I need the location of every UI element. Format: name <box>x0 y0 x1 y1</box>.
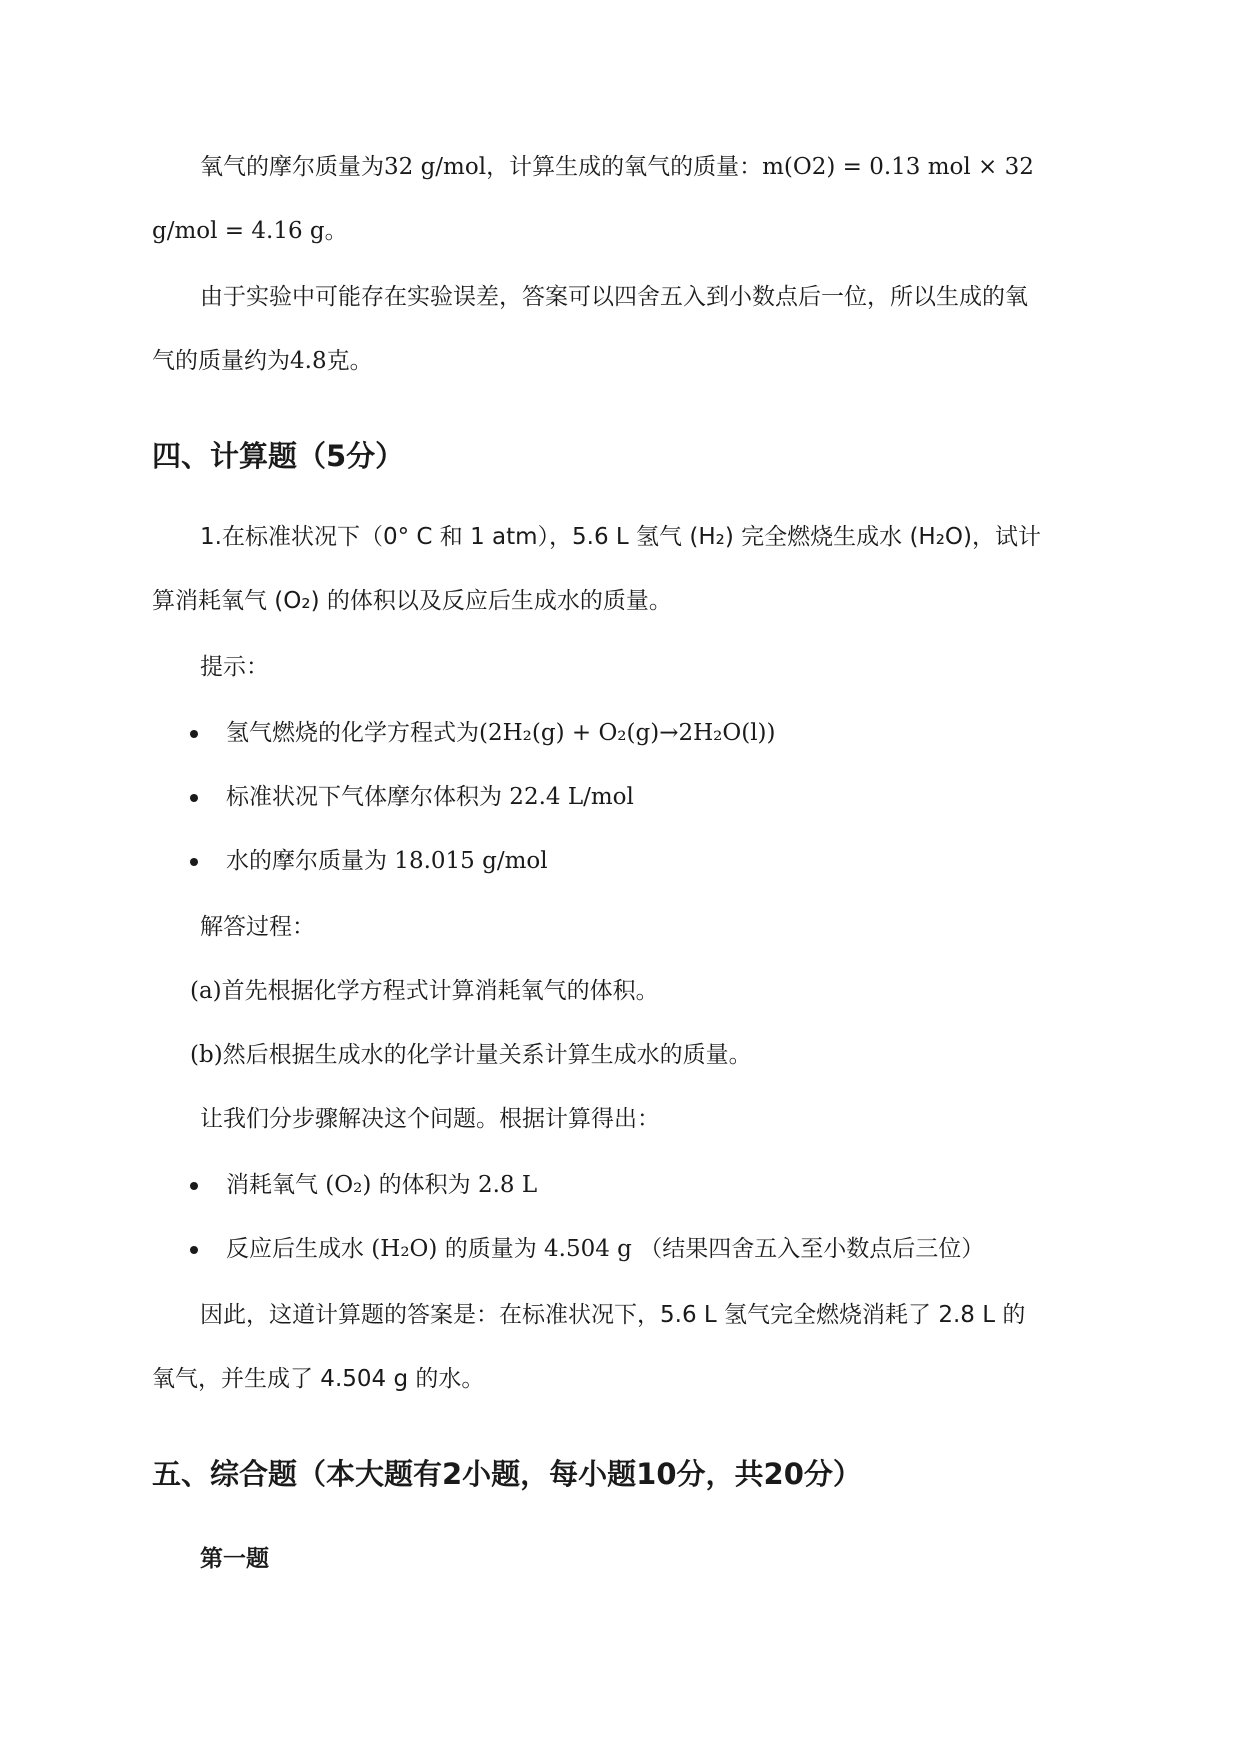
paragraph-oxygen-mass-line2: g/mol = 4.16 g。 <box>152 218 348 244</box>
paragraph-rounding-line1: 由于实验中可能存在实验误差，答案可以四舍五入到小数点后一位，所以生成的氧 <box>200 284 1028 310</box>
bullet-dot <box>190 1182 198 1190</box>
section-4-title: 四、计算题（5分） <box>152 439 405 473</box>
section-5-title: 五、综合题（本大题有2小题，每小题10分，共20分） <box>152 1457 862 1491</box>
conclusion-line1: 因此，这道计算题的答案是：在标准状况下，5.6 L 氢气完全燃烧消耗了 2.8 L 的 <box>200 1302 1026 1328</box>
question-1-line1: 1.在标准状况下（0° C 和 1 atm），5.6 L 氢气 (H₂) 完全燃烧生成水 (H₂O)，试计 <box>200 524 1042 550</box>
bullet-dot <box>190 1246 198 1254</box>
paragraph-oxygen-mass-line1: 氧气的摩尔质量为32 g/mol，计算生成的氧气的质量：m(O2) = 0.13 mol × 32 <box>200 154 1034 180</box>
first-question-heading: 第一题 <box>200 1546 269 1572</box>
hint-item: 氢气燃烧的化学方程式为(2H₂(g) + O₂(g)→2H₂O(l)) <box>226 720 776 746</box>
hint-item: 水的摩尔质量为 18.015 g/mol <box>226 848 548 874</box>
bullet-dot <box>190 730 198 738</box>
solution-intro: 让我们分步骤解决这个问题。根据计算得出： <box>200 1106 660 1132</box>
result-item: 消耗氧气 (O₂) 的体积为 2.8 L <box>226 1172 538 1198</box>
solution-label: 解答过程： <box>200 914 315 940</box>
bullet-dot <box>190 794 198 802</box>
bullet-dot <box>190 858 198 866</box>
paragraph-rounding-line2: 气的质量约为4.8克。 <box>152 348 373 374</box>
conclusion-line2: 氧气，并生成了 4.504 g 的水。 <box>152 1366 485 1392</box>
solution-step-a: (a)首先根据化学方程式计算消耗氧气的体积。 <box>190 978 659 1004</box>
question-1-line2: 算消耗氧气 (O₂) 的体积以及反应后生成水的质量。 <box>152 588 672 614</box>
hint-item: 标准状况下气体摩尔体积为 22.4 L/mol <box>226 784 634 810</box>
solution-step-b: (b)然后根据生成水的化学计量关系计算生成水的质量。 <box>190 1042 752 1068</box>
hint-label: 提示： <box>200 654 269 680</box>
result-item: 反应后生成水 (H₂O) 的质量为 4.504 g （结果四舍五入至小数点后三位） <box>226 1236 985 1262</box>
